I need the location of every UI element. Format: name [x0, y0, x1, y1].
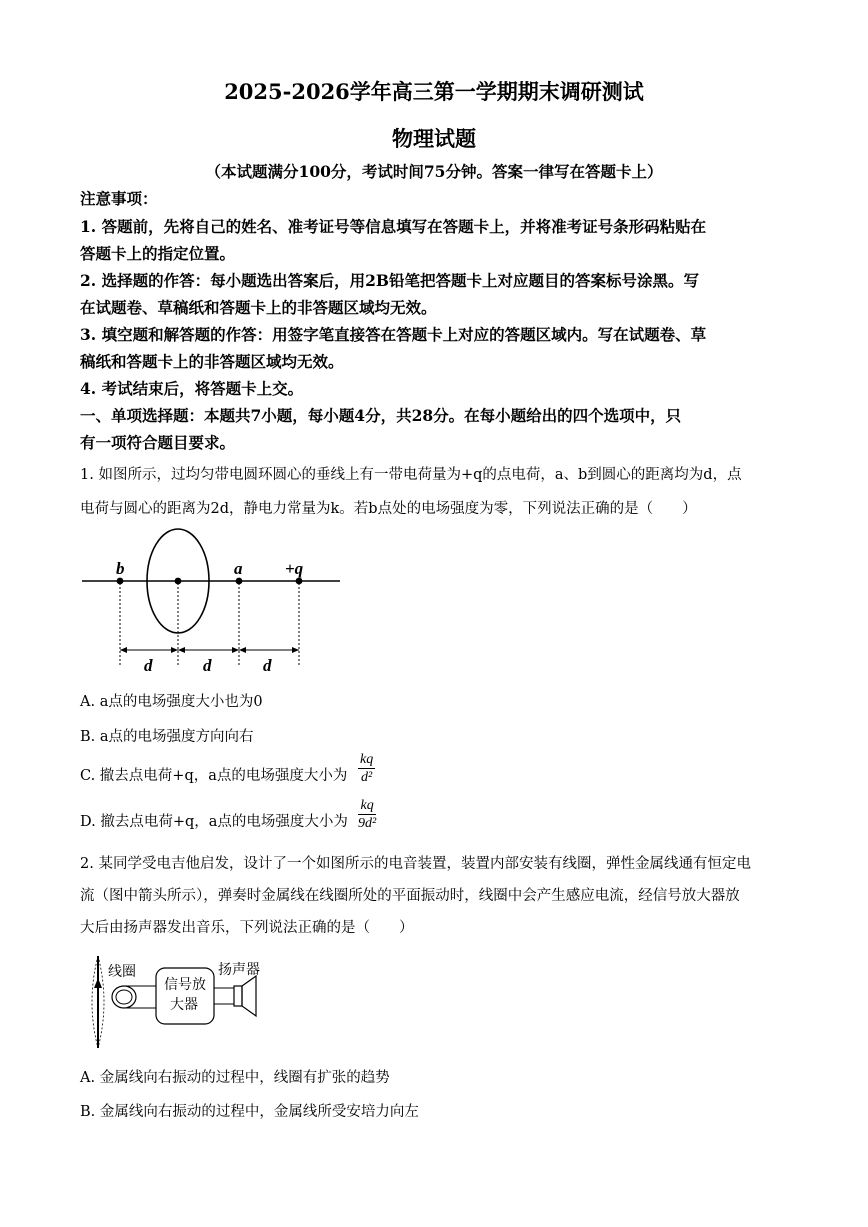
- q2-stem-line-2: 流（图中箭头所示），弹奏时金属线在线圈所处的平面振动时，线圈中会产生感应电流，经信号放大器放: [80, 888, 740, 904]
- q2-option-b: B. 金属线向右振动的过程中，金属线所受安培力向左: [80, 1104, 419, 1120]
- notice-item-3-line-2: 稿纸和答题卡上的非答题区域均无效。: [80, 352, 344, 371]
- q1-label-d-2: d: [203, 656, 212, 675]
- exam-subtitle: 物理试题: [392, 126, 476, 151]
- q1-option-c-fraction: [358, 752, 375, 786]
- q1-option-d: D. 撤去点电荷+q，a点的电场强度大小为: [80, 814, 348, 830]
- q2-stem-line-3: 大后由扬声器发出音乐，下列说法正确的是（ ）: [80, 920, 414, 936]
- q2-label-amplifier-line-2: 大器: [170, 998, 198, 1013]
- section-1-line-2: 有一项符合题目要求。: [80, 433, 236, 452]
- section-1-line-1: 一、单项选择题：本题共7小题，每小题4分，共28分。在每小题给出的四个选项中，只: [80, 406, 682, 425]
- q1-label-d-1: d: [144, 656, 153, 675]
- q1-label-a: a: [234, 559, 243, 578]
- notice-item-1-line-1: 1. 答题前，先将自己的姓名、准考证号等信息填写在答题卡上，并将准考证号条形码粘贴在: [80, 217, 707, 236]
- q1-option-c: C. 撤去点电荷+q，a点的电场强度大小为: [80, 768, 348, 784]
- q1-option-d-fraction: [358, 798, 376, 832]
- q1-stem-line-2: 电荷与圆心的距离为2d，静电力常量为k。若b点处的电场强度为零，下列说法正确的是（ ）: [80, 501, 697, 517]
- q1-label-d-3: d: [263, 656, 272, 675]
- notice-item-2-line-1: 2. 选择题的作答：每小题选出答案后，用2B铅笔把答题卡上对应题目的答案标号涂黑。写: [80, 271, 699, 290]
- q1-stem-line-1: 1. 如图所示，过均匀带电圆环圆心的垂线上有一带电荷量为+q的点电荷，a、b到圆心的距离均为d，点: [80, 467, 742, 483]
- q1-option-b: B. a点的电场强度方向向右: [80, 729, 254, 745]
- q1-option-c-denominator: d²: [361, 770, 373, 785]
- q1-option-d-numerator: kq: [358, 798, 376, 815]
- q2-figure-electric-guitar: [84, 952, 274, 1052]
- q1-label-q: +q: [285, 559, 304, 578]
- q1-option-d-denominator: 9d²: [358, 816, 377, 831]
- q1-figure-ring-charge: [82, 525, 344, 675]
- q2-label-speaker: 扬声器: [218, 963, 260, 978]
- notice-heading: 注意事项：: [80, 189, 158, 208]
- q2-label-amplifier-line-1: 信号放: [164, 978, 206, 993]
- notice-item-1-line-2: 答题卡上的指定位置。: [80, 244, 236, 263]
- q2-label-coil: 线圈: [108, 965, 136, 980]
- notice-item-4: 4. 考试结束后，将答题卡上交。: [80, 379, 304, 398]
- q2-stem-line-1: 2. 某同学受电吉他启发，设计了一个如图所示的电音装置，装置内部安装有线圈，弹性金属线通有恒定电: [80, 856, 751, 872]
- q1-option-a: A. a点的电场强度大小也为0: [80, 694, 263, 710]
- notice-item-3-line-1: 3. 填空题和解答题的作答：用签字笔直接答在答题卡上对应的答题区域内。写在试题卷、草: [80, 325, 707, 344]
- q2-option-a: A. 金属线向右振动的过程中，线圈有扩张的趋势: [80, 1070, 390, 1086]
- exam-note: （本试题满分100分，考试时间75分钟。答案一律写在答题卡上）: [205, 162, 663, 181]
- exam-title: 2025-2026学年高三第一学期期末调研测试: [224, 79, 644, 104]
- notice-item-2-line-2: 在试题卷、草稿纸和答题卡上的非答题区域均无效。: [80, 298, 437, 317]
- q1-option-c-numerator: kq: [360, 752, 374, 767]
- q1-label-b: b: [116, 559, 125, 578]
